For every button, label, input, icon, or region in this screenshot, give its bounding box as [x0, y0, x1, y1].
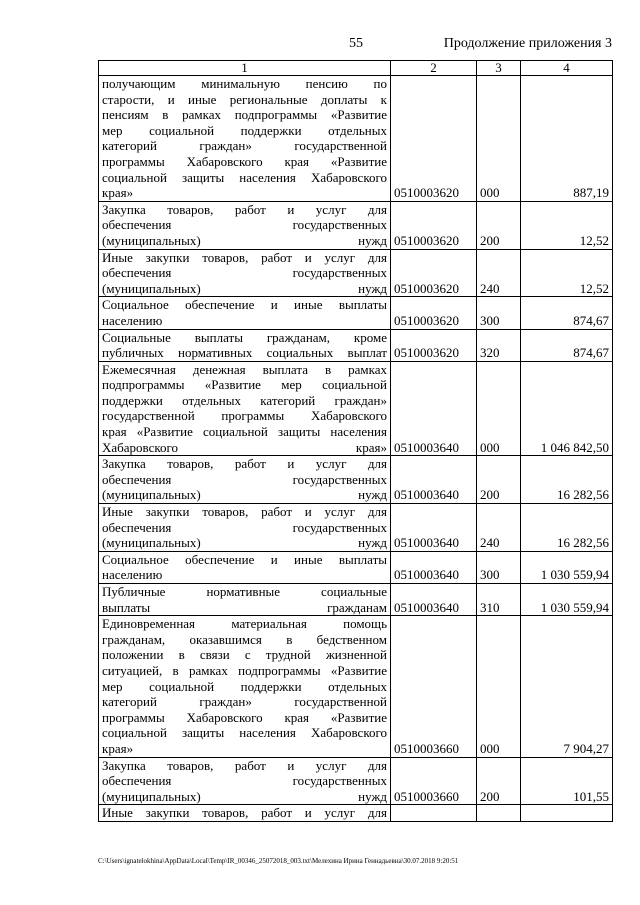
- row-amount: 874,67: [521, 329, 613, 361]
- description-line: Социальные выплаты гражданам, кроме: [102, 329, 387, 345]
- table-header-row: [99, 61, 613, 76]
- row-expense-type: 000: [477, 361, 521, 456]
- description-line: Публичные нормативные социальные: [102, 584, 387, 599]
- row-amount: 874,67: [521, 297, 613, 329]
- table-row: [99, 329, 613, 361]
- table-row: [99, 201, 613, 249]
- description-line: программы Хабаровского края «Развитие: [102, 709, 387, 725]
- row-description: [99, 361, 391, 456]
- description-line: выплаты гражданам: [102, 599, 387, 615]
- description-line: государственной программы Хабаровского: [102, 408, 387, 424]
- description-line: населению: [102, 567, 163, 583]
- row-expense-type: 300: [477, 551, 521, 583]
- table-row: [99, 456, 613, 504]
- row-description: [99, 551, 391, 583]
- row-expense-type: 200: [477, 456, 521, 504]
- row-amount: 1 030 559,94: [521, 551, 613, 583]
- table-row: [99, 361, 613, 456]
- description-line: (муниципальных) нужд: [102, 487, 387, 503]
- row-expense-type: 200: [477, 201, 521, 249]
- description-line: края»: [102, 185, 134, 201]
- description-line: категорий граждан» государственной: [102, 138, 387, 154]
- row-amount: 1 030 559,94: [521, 584, 613, 616]
- row-target-code: 0510003620: [391, 329, 477, 361]
- row-expense-type: 240: [477, 504, 521, 552]
- description-line: Иные закупки товаров, работ и услуг для: [102, 805, 387, 821]
- description-line: Хабаровского края»: [102, 439, 387, 455]
- row-description: [99, 329, 391, 361]
- description-line: Социальное обеспечение и иные выплаты: [102, 297, 387, 313]
- row-expense-type: 310: [477, 584, 521, 616]
- row-expense-type: 300: [477, 297, 521, 329]
- column-header: 2: [391, 61, 477, 76]
- table-row: [99, 551, 613, 583]
- row-target-code: 0510003620: [391, 249, 477, 297]
- row-amount: 16 282,56: [521, 456, 613, 504]
- description-line: (муниципальных) нужд: [102, 280, 387, 296]
- description-line: программы Хабаровского края «Развитие: [102, 153, 387, 169]
- table-row: [99, 616, 613, 757]
- row-description: [99, 616, 391, 757]
- description-line: получающим минимальную пенсию по: [102, 76, 387, 91]
- description-line: поддержки отдельных категорий граждан»: [102, 392, 387, 408]
- description-line: (муниципальных) нужд: [102, 788, 387, 804]
- row-target-code: [391, 805, 477, 822]
- row-amount: 101,55: [521, 757, 613, 805]
- row-expense-type: 320: [477, 329, 521, 361]
- table-row: [99, 805, 613, 822]
- table-row: [99, 76, 613, 202]
- row-expense-type: 000: [477, 616, 521, 757]
- row-description: [99, 297, 391, 329]
- row-expense-type: [477, 805, 521, 822]
- row-target-code: 0510003660: [391, 757, 477, 805]
- budget-table: [98, 60, 613, 822]
- row-target-code: 0510003640: [391, 584, 477, 616]
- description-line: (муниципальных) нужд: [102, 232, 387, 248]
- row-expense-type: 200: [477, 757, 521, 805]
- table-row: [99, 249, 613, 297]
- description-line: подпрограммы «Развитие мер социальной: [102, 377, 387, 393]
- description-line: края «Развитие социальной защиты населения: [102, 424, 387, 440]
- description-line: гражданам, оказавшимся в бедственном: [102, 631, 387, 647]
- row-description: [99, 504, 391, 552]
- row-target-code: 0510003620: [391, 76, 477, 202]
- description-line: мер социальной поддержки отдельных: [102, 678, 387, 694]
- description-line: социальной защиты населения Хабаровского: [102, 169, 387, 185]
- description-line: Закупка товаров, работ и услуг для: [102, 456, 387, 472]
- page-number: 55: [349, 36, 363, 51]
- description-line: Закупка товаров, работ и услуг для: [102, 757, 387, 773]
- description-line: социальной защиты населения Хабаровского: [102, 725, 387, 741]
- row-target-code: 0510003620: [391, 201, 477, 249]
- footer-path: C:\Users\ignatelokhina\AppData\Local\Temp\IR_00346_25072018_003.txt\Мелехина Ирина Геннадьевна\30.07.2018 9:20:51: [98, 857, 459, 865]
- row-target-code: 0510003640: [391, 551, 477, 583]
- description-line: категорий граждан» государственной: [102, 694, 387, 710]
- description-line: населению: [102, 312, 163, 328]
- row-target-code: 0510003640: [391, 456, 477, 504]
- row-amount: 12,52: [521, 201, 613, 249]
- continuation-title: Продолжение приложения 3: [443, 36, 612, 51]
- row-description: [99, 805, 391, 822]
- description-line: положении в связи с трудной жизненной: [102, 647, 387, 663]
- row-amount: 12,52: [521, 249, 613, 297]
- description-line: (муниципальных) нужд: [102, 535, 387, 551]
- row-amount: 16 282,56: [521, 504, 613, 552]
- description-line: ситуацией, в рамках подпрограммы «Развитие: [102, 662, 387, 678]
- row-expense-type: 000: [477, 76, 521, 202]
- row-target-code: 0510003640: [391, 361, 477, 456]
- description-line: мер социальной поддержки отдельных: [102, 122, 387, 138]
- row-description: [99, 584, 391, 616]
- row-description: [99, 201, 391, 249]
- description-line: обеспечения государственных: [102, 471, 387, 487]
- row-target-code: 0510003640: [391, 504, 477, 552]
- description-line: Иные закупки товаров, работ и услуг для: [102, 249, 387, 265]
- table-row: [99, 584, 613, 616]
- column-header: 1: [99, 61, 391, 76]
- description-line: обеспечения государственных: [102, 519, 387, 535]
- table-row: [99, 297, 613, 329]
- table-row: [99, 757, 613, 805]
- row-description: [99, 757, 391, 805]
- description-line: старости, и иные региональные доплаты к: [102, 91, 387, 107]
- row-description: [99, 249, 391, 297]
- description-line: Ежемесячная денежная выплата в рамках: [102, 361, 387, 377]
- description-line: обеспечения государственных: [102, 773, 387, 789]
- description-line: Иные закупки товаров, работ и услуг для: [102, 504, 387, 520]
- description-line: края»: [102, 740, 134, 756]
- description-line: обеспечения государственных: [102, 265, 387, 281]
- row-description: [99, 456, 391, 504]
- description-line: Социальное обеспечение и иные выплаты: [102, 551, 387, 567]
- description-line: Закупка товаров, работ и услуг для: [102, 201, 387, 217]
- column-header: 3: [477, 61, 521, 76]
- description-line: пенсиям в рамках подпрограммы «Развитие: [102, 107, 387, 123]
- row-expense-type: 240: [477, 249, 521, 297]
- column-header: 4: [521, 61, 613, 76]
- row-amount: 1 046 842,50: [521, 361, 613, 456]
- row-amount: 7 904,27: [521, 616, 613, 757]
- table-row: [99, 504, 613, 552]
- description-line: обеспечения государственных: [102, 217, 387, 233]
- row-amount: 887,19: [521, 76, 613, 202]
- row-target-code: 0510003620: [391, 297, 477, 329]
- description-line: публичных нормативных социальных выплат: [102, 345, 387, 361]
- row-description: [99, 76, 391, 202]
- description-line: Единовременная материальная помощь: [102, 616, 387, 632]
- row-target-code: 0510003660: [391, 616, 477, 757]
- row-amount: [521, 805, 613, 822]
